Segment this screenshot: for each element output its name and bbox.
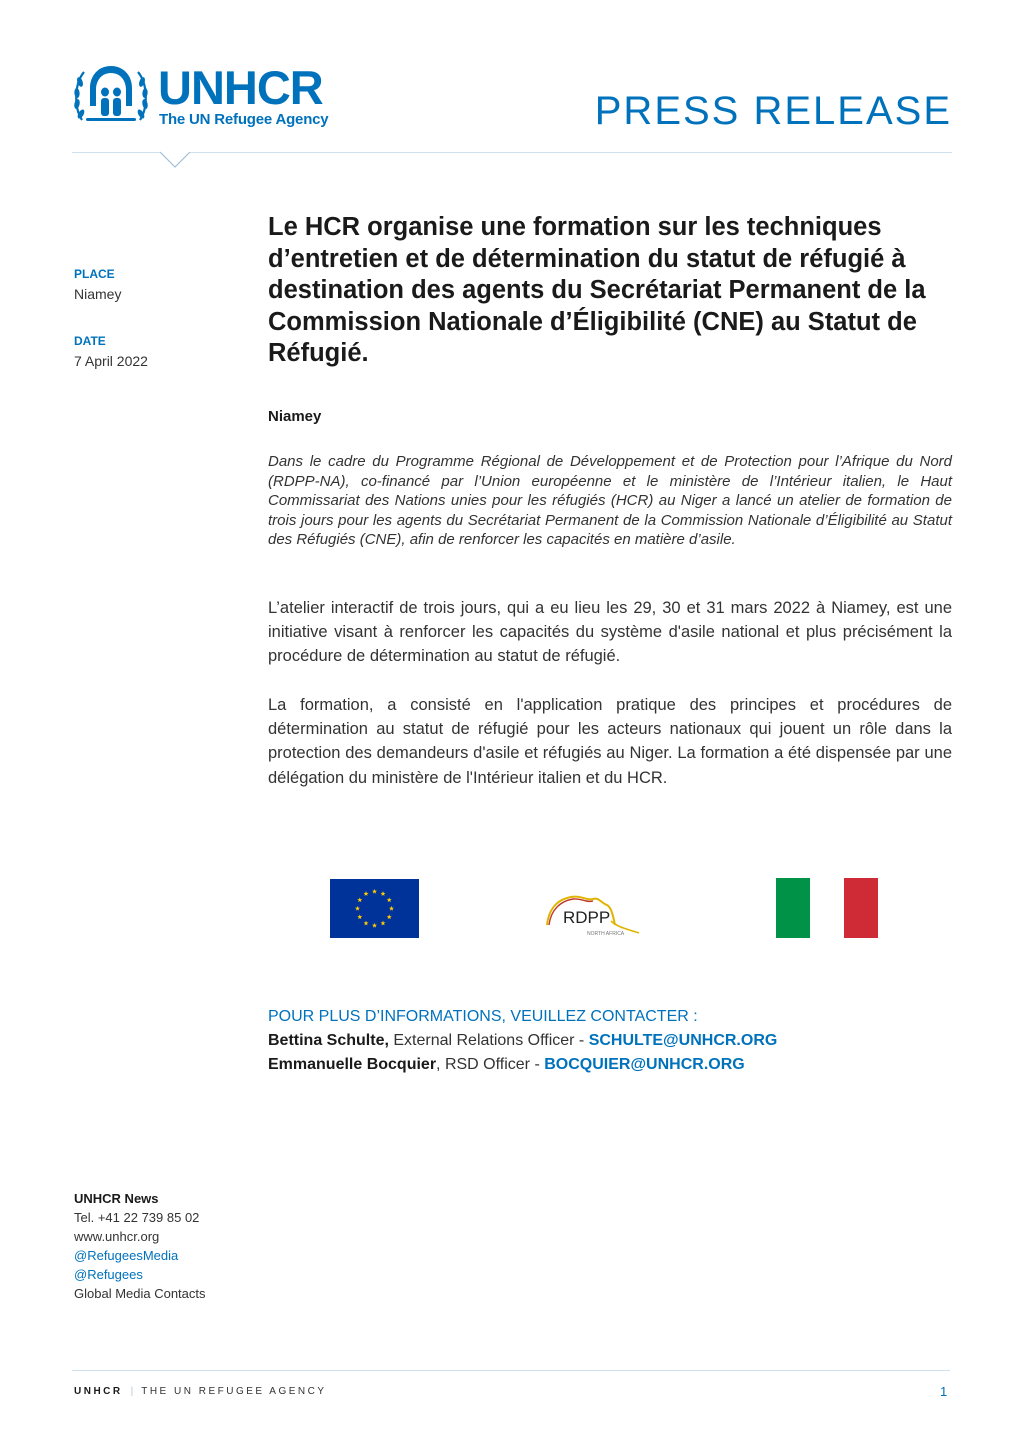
- place-value: Niamey: [74, 286, 122, 302]
- italy-flag-green: [776, 878, 810, 938]
- twitter-link-refugees[interactable]: @Refugees: [74, 1267, 143, 1282]
- contact-name: Bettina Schulte,: [268, 1032, 389, 1049]
- unhcr-logo: [72, 62, 347, 132]
- contact-role: External Relations Officer -: [388, 1032, 589, 1049]
- news-website-link[interactable]: www.unhcr.org: [74, 1229, 160, 1244]
- logo-wordmark: UNHCR: [158, 61, 323, 114]
- footer-divider: [72, 1370, 950, 1371]
- article-title: Le HCR organise une formation sur les techniques d’entretien et de détermination du statut de réfugié à destination des agents du Secrétariat Permanent de la Commission Nationale d’Éligibilité (CNE) au Statut de Réfugié.: [268, 213, 926, 367]
- footer-brand-name: UNHCR: [74, 1386, 123, 1397]
- news-heading: UNHCR News: [74, 1191, 159, 1206]
- document-type-heading: PRESS RELEASE: [594, 89, 952, 133]
- footer-brand: [74, 1386, 327, 1397]
- rdpp-logo-mark-icon: [541, 885, 643, 939]
- header-divider: [72, 152, 952, 153]
- article-dateline: Niamey: [268, 408, 322, 425]
- article-lead: Dans le cadre du Programme Régional de Développement et de Protection pour l’Afrique du Nord (RDPP-NA), co-financé par l’Union européenne et le ministère de l’Intérieur italien, le Haut Commissariat des Nations unies pour les réfugiés (HCR) au Niger a lancé un atelier de formation de trois jours pour les agents du Secrétariat Permanent de la Commission Nationale d’Éligibilité au Statut des Réfugiés (CNE), afin de renforcer les capacités en matière d’asile.: [268, 453, 952, 549]
- date-value: 7 April 2022: [74, 353, 148, 369]
- article-paragraph-1: L’atelier interactif de trois jours, qui a eu lieu les 29, 30 et 31 mars 2022 à Niamey, est une initiative visant à renforcer les capacités du système d'asile national et plus précisément la procédure de détermination au statut de réfugié.: [268, 599, 952, 666]
- contact-line-1: [268, 1032, 777, 1050]
- contact-email-link[interactable]: SCHULTE@UNHCR.ORG: [588, 1032, 778, 1049]
- article-paragraph-2: La formation, a consisté en l'application pratique des principes et procédures de détermination au statut de réfugié pour les acteurs nationaux qui jouent un rôle dans la protection des demandeurs d'asile et réfugiés au Niger. La formation a été dispensée par une délégation du ministère de l'Intérieur italien et du HCR.: [268, 696, 952, 787]
- news-contact-block: [74, 1189, 206, 1303]
- rdpp-subtext: NORTH AFRICA: [587, 931, 625, 937]
- place-label: PLACE: [74, 267, 115, 281]
- news-tel: Tel. +41 22 739 85 02: [74, 1210, 200, 1225]
- italy-flag-icon: [776, 878, 878, 938]
- global-media-contacts-link[interactable]: Global Media Contacts: [74, 1286, 206, 1301]
- eu-flag-icon: [330, 879, 419, 938]
- chevron-down-icon: [159, 151, 191, 169]
- twitter-link-refugeesmedia[interactable]: @RefugeesMedia: [74, 1248, 179, 1263]
- rdpp-logo: [541, 885, 643, 939]
- footer-tagline: THE UN REFUGEE AGENCY: [141, 1386, 327, 1397]
- italy-flag-white: [810, 878, 844, 938]
- page-number: 1: [940, 1384, 948, 1399]
- contact-heading: POUR PLUS D’INFORMATIONS, VEUILLEZ CONTACTER :: [268, 1008, 698, 1025]
- italy-flag-red: [844, 878, 878, 938]
- footer-separator: |: [130, 1386, 134, 1397]
- contact-line-2: [268, 1056, 745, 1074]
- rdpp-text: RDPP: [563, 908, 611, 927]
- logo-tagline: The UN Refugee Agency: [159, 111, 329, 128]
- date-label: DATE: [74, 334, 106, 348]
- contact-name: Emmanuelle Bocquier: [268, 1056, 437, 1073]
- unhcr-emblem-icon: [72, 62, 150, 128]
- contact-role: , RSD Officer -: [436, 1056, 545, 1073]
- contact-email-link[interactable]: BOCQUIER@UNHCR.ORG: [544, 1056, 745, 1073]
